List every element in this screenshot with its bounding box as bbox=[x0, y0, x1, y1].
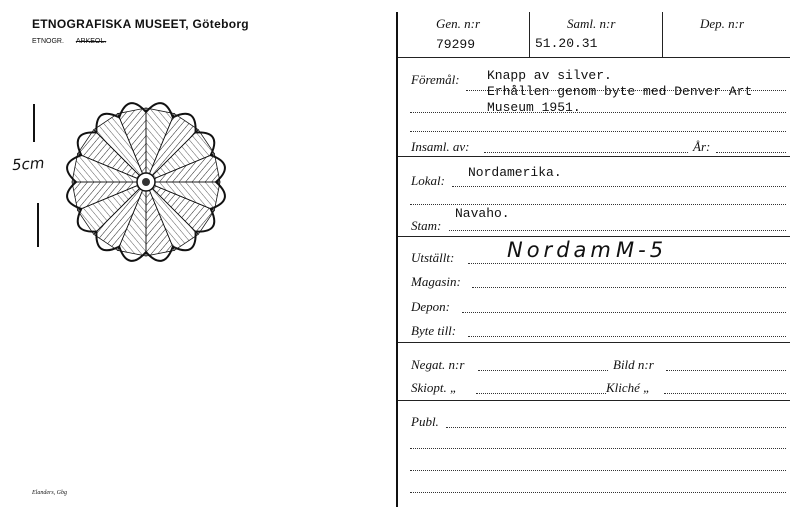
utstallt-dotted-line bbox=[468, 263, 786, 264]
header-divider-1 bbox=[529, 12, 530, 58]
kliche-dotted-line bbox=[664, 393, 786, 394]
rule-after-insaml bbox=[398, 156, 790, 157]
lokal-value: Nordamerika. bbox=[468, 165, 562, 180]
negat-nr-label: Negat. n:r bbox=[411, 357, 465, 372]
depon-dotted-line bbox=[462, 312, 786, 313]
bild-dotted-line bbox=[666, 370, 786, 371]
saml-nr-label: Saml. n:r bbox=[567, 16, 616, 31]
skiopt-dotted-line bbox=[476, 393, 606, 394]
printer-mark: Elanders, Gbg bbox=[32, 490, 67, 496]
silver-button-sketch bbox=[58, 98, 234, 266]
rule-after-kliche bbox=[398, 400, 790, 401]
foremal-dotted-line-1 bbox=[466, 90, 786, 91]
magasin-dotted-line bbox=[472, 287, 786, 288]
byte-till-label: Byte till: bbox=[411, 323, 457, 338]
skiopt-label: Skiopt. „ bbox=[411, 380, 458, 395]
saml-nr-value: 51.20.31 bbox=[535, 36, 598, 51]
stam-value: Navaho. bbox=[455, 206, 510, 221]
magasin-label: Magasin: bbox=[411, 274, 461, 289]
foremal-dotted-line-3 bbox=[410, 131, 786, 132]
negat-dotted-line bbox=[478, 370, 608, 371]
kliche-label: Kliché „ bbox=[606, 380, 651, 395]
scale-bar-bottom bbox=[37, 203, 39, 247]
scale-bar-top bbox=[33, 104, 35, 142]
scale-label: 5cm bbox=[11, 153, 45, 175]
ar-label: År: bbox=[693, 139, 711, 154]
insaml-dotted-line bbox=[484, 152, 688, 153]
stam-label: Stam: bbox=[411, 218, 442, 233]
foremal-line-1: Knapp av silver. bbox=[487, 68, 612, 83]
dept-ethnography: ETNOGR. bbox=[32, 38, 64, 45]
utstallt-value-hall: Nordam bbox=[507, 238, 615, 262]
stam-dotted-line bbox=[449, 230, 786, 231]
bild-nr-label: Bild n:r bbox=[613, 357, 654, 372]
rosette-boss bbox=[142, 178, 150, 186]
foremal-label: Föremål: bbox=[411, 72, 460, 87]
foremal-dotted-line-2 bbox=[410, 112, 786, 113]
insaml-label: Insaml. av: bbox=[411, 139, 470, 154]
publ-label: Publ. bbox=[411, 414, 439, 429]
department-line bbox=[32, 38, 106, 45]
lokal-label: Lokal: bbox=[411, 173, 445, 188]
publ-dotted-line-2 bbox=[410, 448, 786, 449]
header-rule bbox=[398, 57, 790, 58]
publ-dotted-line-3 bbox=[410, 470, 786, 471]
ar-dotted-line bbox=[716, 152, 786, 153]
depon-label: Depon: bbox=[411, 299, 450, 314]
lokal-dotted-line-2 bbox=[410, 204, 786, 205]
dep-nr-label: Dep. n:r bbox=[700, 16, 745, 31]
gen-nr-value: 79299 bbox=[436, 37, 476, 52]
dept-archaeology-struck: ARKEOL. bbox=[75, 38, 107, 45]
header-divider-2 bbox=[662, 12, 663, 58]
foremal-line-2: Erhållen genom byte med Denver Art bbox=[487, 84, 753, 99]
foremal-line-3: Museum 1951. bbox=[487, 100, 581, 115]
utstallt-value-case: M-5 bbox=[616, 238, 668, 262]
lokal-dotted-line bbox=[452, 186, 786, 187]
rule-after-stam bbox=[398, 236, 790, 237]
museum-title: ETNOGRAFISKA MUSEET, Göteborg bbox=[32, 17, 249, 31]
publ-dotted-line-4 bbox=[410, 492, 786, 493]
byte-till-dotted-line bbox=[468, 336, 786, 337]
utstallt-label: Utställt: bbox=[411, 250, 455, 265]
gen-nr-label: Gen. n:r bbox=[436, 16, 481, 31]
rule-after-byte bbox=[398, 342, 790, 343]
card-left-border bbox=[396, 12, 398, 507]
publ-dotted-line-1 bbox=[446, 427, 786, 428]
